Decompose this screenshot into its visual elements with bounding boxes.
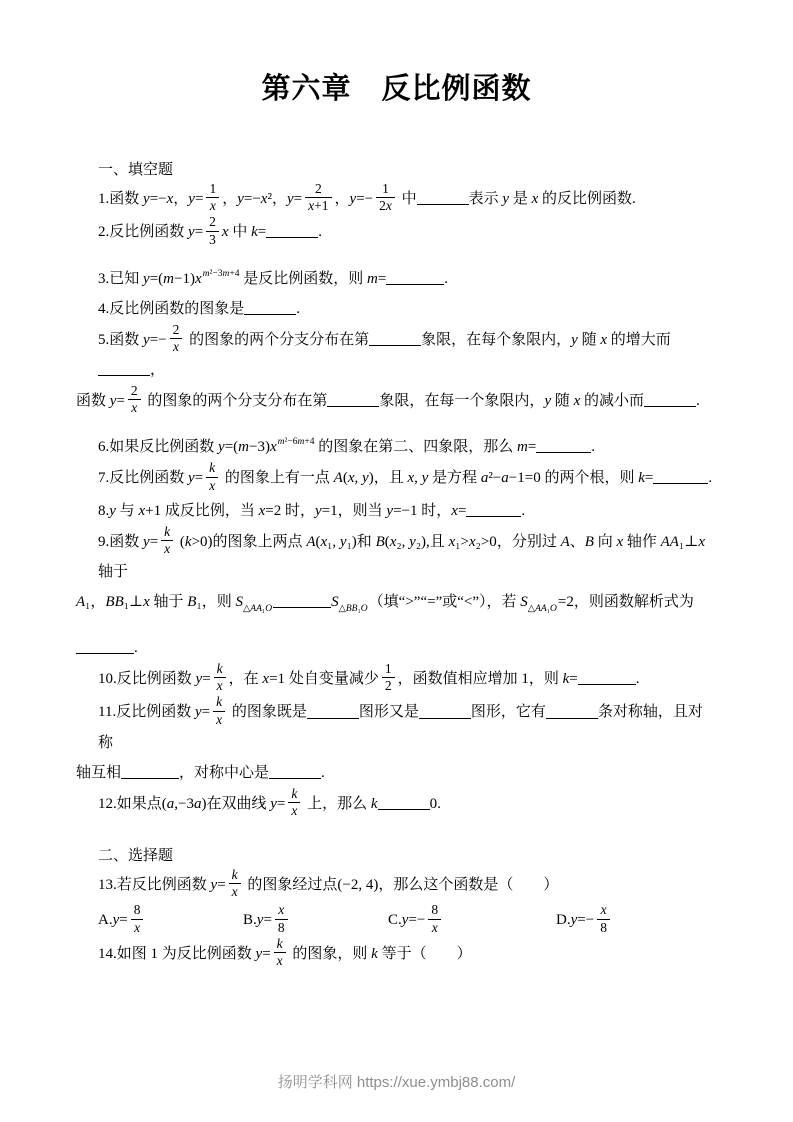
answer-blank bbox=[76, 640, 134, 654]
answer-blank bbox=[273, 594, 331, 608]
superscript: m²−6m+4 bbox=[277, 437, 315, 448]
fraction: $\frac{8}{x}$ bbox=[131, 903, 144, 934]
answer-blank bbox=[466, 503, 521, 517]
answer-blank bbox=[98, 362, 150, 376]
question-5-line-1: 5.函数 y=− $\frac{2}{x}$ 的图象的两个分支分布在第 象限，在每个象限内，y 随 x 的增大而， bbox=[98, 321, 671, 379]
option-b: B.y= $\frac{x}{8}$ bbox=[243, 905, 388, 936]
answer-blank bbox=[378, 796, 430, 810]
question-11-line-2: 轴互相 ，对称中心是 . bbox=[76, 764, 325, 781]
fraction: $\frac{k}{x}$ bbox=[229, 868, 241, 899]
fraction: $\frac{2}{3}$ bbox=[206, 215, 219, 246]
question-14: 14.如图 1 为反比例函数 y= $\frac{k}{x}$ 的图象，则 k 等于（ ） bbox=[98, 935, 472, 968]
footer-watermark-text: 扬明学科网 https://xue.ymbj88.com/ bbox=[277, 1074, 516, 1091]
question-7: 7.反比例函数 y= $\frac{k}{x}$ 的图象上有一点 A(x, y)，且 x, y 是方程 a²−a−1=0 的两个根，则 k= . bbox=[98, 460, 713, 493]
answer-blank bbox=[121, 765, 179, 779]
fraction: $\frac{k}{x}$ bbox=[161, 525, 173, 556]
question-4: 4.反比例函数的图象是 . bbox=[98, 300, 301, 317]
question-1: 1.函数 y=−x，y= $\frac{1}{x}$ ，y=−x²，y= $\frac{2}{x+1}$ ，y=− $\frac{1}{2x}$ 中 表示 y 是 x 的反比例函数. bbox=[98, 181, 636, 214]
answer-blank bbox=[307, 705, 359, 719]
fraction: $\frac{1}{2x}$ bbox=[376, 182, 395, 213]
subscript: △AA₁O bbox=[527, 604, 557, 615]
fraction: $\frac{k}{x}$ bbox=[274, 937, 286, 968]
answer-blank bbox=[369, 332, 421, 346]
answer-blank bbox=[244, 301, 296, 315]
page-title: 第六章 反比例函数 bbox=[261, 73, 532, 105]
question-2: 2.反比例函数 y= $\frac{2}{3}$ x 中 k= . bbox=[98, 214, 322, 247]
fraction: $\frac{2}{x}$ bbox=[170, 323, 183, 354]
subscript: △BB₁O bbox=[338, 604, 368, 615]
answer-blank bbox=[536, 439, 591, 453]
question-8: 8.y 与 x+1 成反比例，当 x=2 时，y=1，则当 y=−1 时，x= . bbox=[98, 502, 526, 519]
question-10: 10.反比例函数 y= $\frac{k}{x}$ ，在 x=1 处自变量减少 $\frac{1}{2}$ ，函数值相应增加 1，则 k= . bbox=[98, 661, 640, 694]
question-13: 13.若反比例函数 y= $\frac{k}{x}$ 的图象经过点(−2, 4)，那么这个函数是（ ） bbox=[98, 867, 559, 900]
fraction: $\frac{k}{x}$ bbox=[213, 695, 225, 726]
fraction: $\frac{8}{x}$ bbox=[428, 903, 441, 934]
answer-blank bbox=[578, 671, 636, 685]
subscript: △AA₁O bbox=[242, 604, 273, 615]
question-13-options bbox=[76, 902, 717, 936]
section-heading-fill-in: 一、填空题 bbox=[98, 162, 174, 178]
answer-blank bbox=[269, 765, 321, 779]
answer-blank bbox=[266, 224, 318, 238]
fraction: $\frac{x}{8}$ bbox=[275, 903, 288, 934]
section-heading-choice: 二、选择题 bbox=[98, 848, 174, 865]
question-6: 6.如果反比例函数 $y=(m-3)x^{m^2-6m+4}$ 的图象在第二、四象限，那么 m= . bbox=[98, 437, 596, 456]
answer-blank bbox=[644, 393, 696, 407]
fraction: $\frac{1}{x}$ bbox=[206, 182, 219, 213]
question-5-line-2: 函数 y= $\frac{2}{x}$ 的图象的两个分支分布在第 象限，在每一个象限内，y 随 x 的减小而 . bbox=[76, 383, 700, 416]
fraction: $\frac{x}{8}$ bbox=[597, 903, 610, 934]
fraction: $\frac{1}{2}$ bbox=[382, 662, 395, 693]
superscript: m²−3m+4 bbox=[202, 268, 240, 279]
answer-blank bbox=[417, 191, 469, 205]
answer-blank bbox=[419, 705, 471, 719]
question-9-line-2: A₁，BB₁⊥x 轴于 B₁，则 $S_{\triangle AA_1O}$ $S_{\triangle BB_1O}$（填“>”“=”或“<”），若 $S_{\triangle AA_1O}=2$，则函数解析式为 bbox=[76, 594, 694, 615]
option-a: A.y= $\frac{8}{x}$ bbox=[98, 905, 243, 936]
fraction: $\frac{2}{x}$ bbox=[128, 384, 141, 415]
answer-blank bbox=[546, 705, 598, 719]
answer-blank bbox=[653, 470, 708, 484]
fraction: $\frac{k}{x}$ bbox=[214, 662, 226, 693]
question-11-line-1: 11.反比例函数 y= $\frac{k}{x}$ 的图象既是 图形又是 图形，它有 条对称轴，且对称 bbox=[98, 694, 703, 751]
option-d: D.y=− $\frac{x}{8}$ bbox=[556, 905, 701, 936]
footer bbox=[0, 1071, 793, 1092]
answer-blank bbox=[327, 393, 379, 407]
question-12: 12.如果点(a,−3a)在双曲线 y= $\frac{k}{x}$ 上，那么 k 0. bbox=[98, 785, 441, 818]
question-3: 3.已知 $y=(m-1)x^{m^2-3m+4}$ 是反比例函数，则 m= . bbox=[98, 268, 449, 287]
answer-blank bbox=[386, 271, 444, 285]
question-9-line-3: . bbox=[76, 634, 717, 662]
question-9-line-1: 9.函数 y= $\frac{k}{x}$ (k>0)的图象上两点 A(x₁, y₁)和 B(x₂, y₂),且 x₁>x₂>0，分别过 A、B 向 x 轴作 AA₁⊥x 轴于 bbox=[98, 523, 705, 581]
option-c: C.y=− $\frac{8}{x}$ bbox=[388, 905, 556, 936]
fraction: $\frac{k}{x}$ bbox=[206, 461, 218, 492]
fraction: $\frac{2}{x+1}$ bbox=[305, 182, 331, 213]
fraction: $\frac{k}{x}$ bbox=[288, 787, 300, 818]
